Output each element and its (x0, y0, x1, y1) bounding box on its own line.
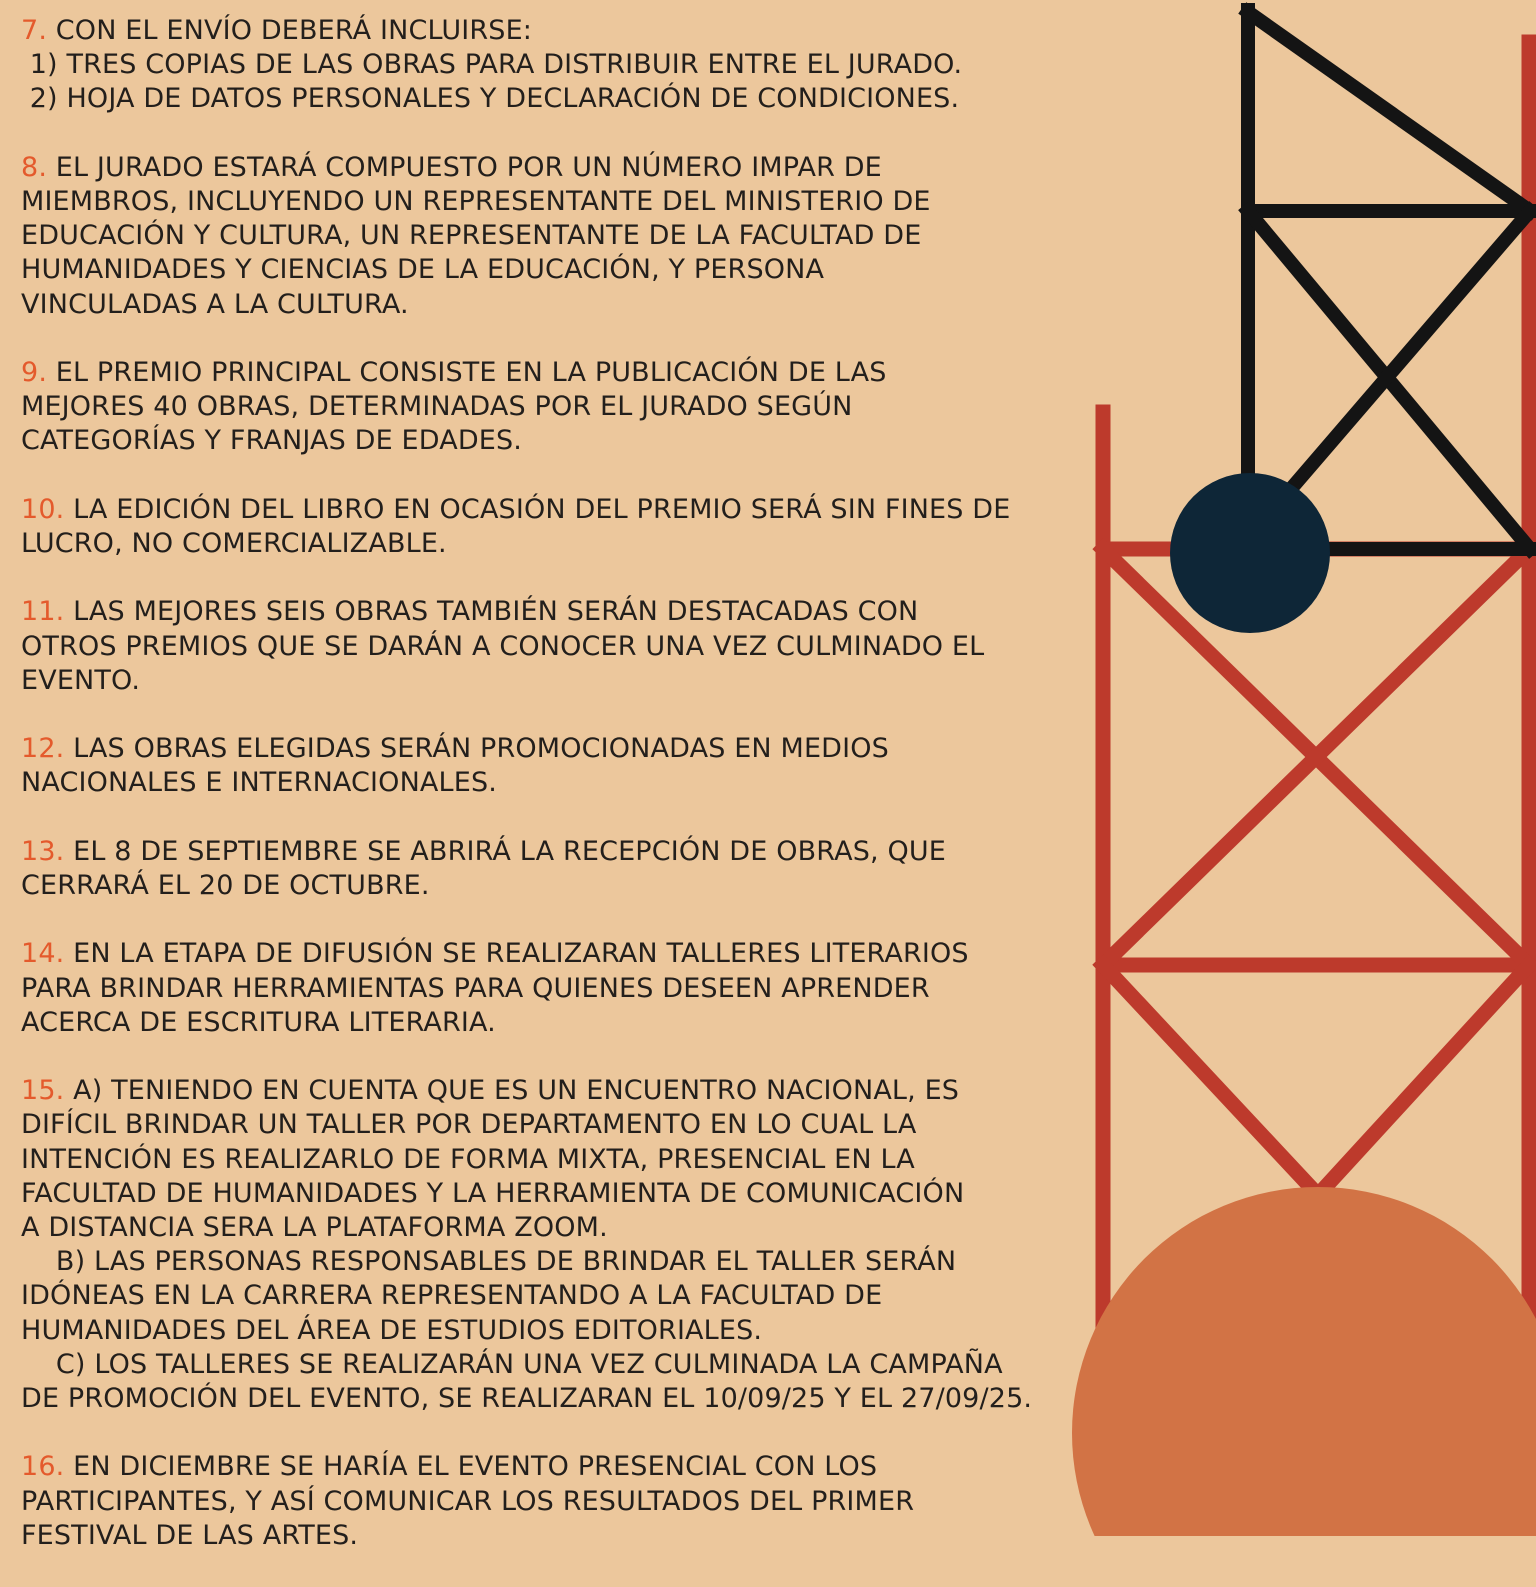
rule-line (21, 1485, 1101, 1519)
rule-text: FESTIVAL DE LAS ARTES. (21, 1519, 359, 1551)
rule-item (21, 1074, 1101, 1416)
rule-text: EN LA ETAPA DE DIFUSIÓN SE REALIZARAN TALLERES LITERARIOS (64, 938, 969, 970)
rule-line (21, 869, 1101, 903)
rule-line (21, 424, 1101, 458)
black-scaffold-frame (1248, 10, 1530, 549)
rule-line (21, 1314, 1101, 1348)
rule-line (21, 151, 1101, 185)
rule-text: PARA BRINDAR HERRAMIENTAS PARA QUIENES DESEEN APRENDER (21, 972, 930, 1004)
rule-line (21, 1382, 1101, 1416)
rule-line (21, 1279, 1101, 1313)
rule-line (21, 493, 1101, 527)
rule-text: EL JURADO ESTARÁ COMPUESTO POR UN NÚMERO IMPAR DE (47, 151, 882, 183)
rule-item (21, 14, 1101, 117)
rule-text: EN DICIEMBRE SE HARÍA EL EVENTO PRESENCIAL CON LOS (64, 1451, 878, 1483)
rule-number: 14. (21, 938, 65, 970)
scaffold-brace (1318, 965, 1529, 1195)
rule-line (21, 1450, 1101, 1484)
rule-text: CATEGORÍAS Y FRANJAS DE EDADES. (21, 425, 522, 457)
rule-text: LAS OBRAS ELEGIDAS SERÁN PROMOCIONADAS EN MEDIOS (64, 733, 889, 765)
rule-line (21, 356, 1101, 390)
rule-text: INTENCIÓN ES REALIZARLO DE FORMA MIXTA, PRESENCIAL EN LA (21, 1143, 915, 1175)
rule-line (21, 48, 1101, 82)
rule-line (21, 766, 1101, 800)
rule-line (21, 253, 1101, 287)
black-diagonal (1248, 12, 1530, 211)
rule-line (21, 1108, 1101, 1142)
rule-item (21, 151, 1101, 322)
rule-line (21, 219, 1101, 253)
rule-line (21, 14, 1101, 48)
black-diagonal (1290, 211, 1530, 490)
rule-item (21, 493, 1101, 561)
rule-text: 1) TRES COPIAS DE LAS OBRAS PARA DISTRIBUIR ENTRE EL JURADO. (21, 49, 963, 81)
rule-line (21, 972, 1101, 1006)
rule-line (21, 185, 1101, 219)
navy-circle (1170, 473, 1330, 633)
rule-text: PARTICIPANTES, Y ASÍ COMUNICAR LOS RESULTADOS DEL PRIMER (21, 1485, 915, 1517)
rule-item (21, 595, 1101, 698)
rule-text: VINCULADAS A LA CULTURA. (21, 288, 409, 320)
rule-number: 10. (21, 493, 65, 525)
rule-number: 9. (21, 357, 48, 388)
rule-text: 2) HOJA DE DATOS PERSONALES Y DECLARACIÓN DE CONDICIONES. (21, 83, 960, 115)
rule-text: MEJORES 40 OBRAS, DETERMINADAS POR EL JURADO SEGÚN (21, 391, 853, 423)
rule-line (21, 288, 1101, 322)
rule-text: A DISTANCIA SERA LA PLATAFORMA ZOOM. (21, 1211, 608, 1243)
rule-text: A) TENIENDO EN CUENTA QUE ES UN ENCUENTRO NACIONAL, ES (64, 1075, 960, 1107)
rule-item (21, 732, 1101, 800)
rule-line (21, 835, 1101, 869)
rule-text: EVENTO. (21, 664, 141, 696)
rule-text: DIFÍCIL BRINDAR UN TALLER POR DEPARTAMENTO EN LO CUAL LA (21, 1109, 917, 1141)
rule-text: EDUCACIÓN Y CULTURA, UN REPRESENTANTE DE LA FACULTAD DE (21, 220, 922, 252)
rule-text: CON EL ENVÍO DEBERÁ INCLUIRSE: (47, 15, 533, 46)
rule-text: FACULTAD DE HUMANIDADES Y LA HERRAMIENTA DE COMUNICACIÓN (21, 1177, 965, 1209)
rule-text: B) LAS PERSONAS RESPONSABLES DE BRINDAR EL TALLER SERÁN (21, 1246, 957, 1278)
rule-item (21, 1450, 1101, 1553)
rule-text: HUMANIDADES Y CIENCIAS DE LA EDUCACIÓN, Y PERSONA (21, 254, 825, 286)
rule-text: LA EDICIÓN DEL LIBRO EN OCASIÓN DEL PREMIO SERÁ SIN FINES DE (64, 493, 1011, 525)
scaffold-brace (1103, 965, 1318, 1195)
rule-text: MIEMBROS, INCLUYENDO UN REPRESENTANTE DEL MINISTERIO DE (21, 186, 931, 217)
rule-line (21, 1177, 1101, 1211)
rule-line (21, 1074, 1101, 1108)
rule-line (21, 595, 1101, 629)
rule-line (21, 82, 1101, 116)
rule-text: IDÓNEAS EN LA CARRERA REPRESENTANDO A LA FACULTAD DE (21, 1280, 883, 1312)
rule-text: OTROS PREMIOS QUE SE DARÁN A CONOCER UNA VEZ CULMINADO EL (21, 630, 985, 662)
rule-line (21, 937, 1101, 971)
rule-item (21, 937, 1101, 1040)
rule-text: EL 8 DE SEPTIEMBRE SE ABRIRÁ LA RECEPCIÓN DE OBRAS, QUE (64, 835, 946, 867)
rule-text: CERRARÁ EL 20 DE OCTUBRE. (21, 869, 430, 901)
rule-line (21, 527, 1101, 561)
rule-line (21, 630, 1101, 664)
rule-number: 16. (21, 1451, 65, 1483)
orange-circle (1072, 1187, 1536, 1536)
rule-number: 15. (21, 1075, 65, 1107)
rule-number: 11. (21, 596, 65, 628)
rule-line (21, 1245, 1101, 1279)
rule-item (21, 835, 1101, 903)
rule-line (21, 1006, 1101, 1040)
rule-line (21, 1348, 1101, 1382)
rule-line (21, 1143, 1101, 1177)
rule-item (21, 356, 1101, 459)
rule-text: C) LOS TALLERES SE REALIZARÁN UNA VEZ CULMINADA LA CAMPAÑA (21, 1348, 1003, 1380)
rule-line (21, 1211, 1101, 1245)
rule-text: LUCRO, NO COMERCIALIZABLE. (21, 528, 447, 559)
rule-number: 7. (21, 15, 48, 46)
rules-list (21, 14, 1101, 1587)
rule-number: 13. (21, 835, 65, 867)
rule-text: DE PROMOCIÓN DEL EVENTO, SE REALIZARAN EL 10/09/25 Y EL 27/09/25. (21, 1383, 1033, 1414)
rule-text: HUMANIDADES DEL ÁREA DE ESTUDIOS EDITORIALES. (21, 1314, 763, 1346)
rule-text: ACERCA DE ESCRITURA LITERARIA. (21, 1006, 496, 1038)
rule-line (21, 732, 1101, 766)
rule-text: NACIONALES E INTERNACIONALES. (21, 767, 497, 799)
rule-line (21, 390, 1101, 424)
rule-text: LAS MEJORES SEIS OBRAS TAMBIÉN SERÁN DESTACADAS CON (64, 596, 919, 628)
rule-number: 8. (21, 151, 48, 183)
rule-number: 12. (21, 733, 65, 765)
rule-text: EL PREMIO PRINCIPAL CONSISTE EN LA PUBLICACIÓN DE LAS (47, 357, 887, 388)
rule-line (21, 664, 1101, 698)
